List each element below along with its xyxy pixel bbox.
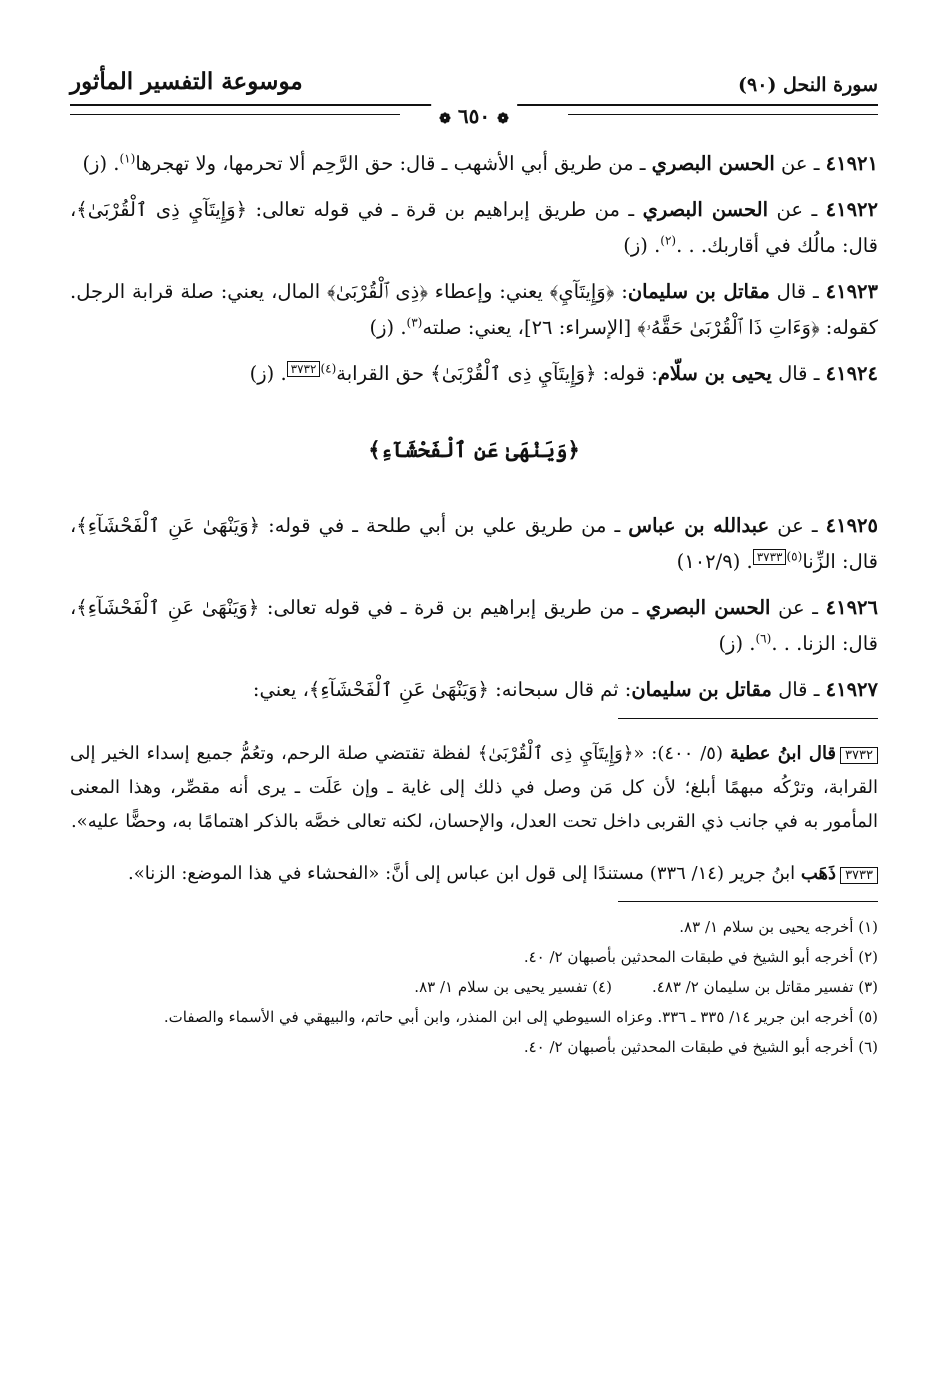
footnote-row xyxy=(70,972,878,1002)
page-number: ❁ ٦٥٠ ❁ xyxy=(431,104,517,128)
commentary-reference[interactable]: ٣٧٣٣ xyxy=(753,549,787,565)
narration-entry: ٤١٩٢٧ ـ قال مقاتل بن سليمان: ثم قال سبحانه: ﴿وَيَنْهَىٰ عَنِ ٱلْفَحْشَآءِ﴾، يعني: xyxy=(252,678,878,701)
footnote-marker[interactable]: (٥) xyxy=(786,549,803,564)
narration-entry: ٤١٩٢١ ـ عن الحسن البصري ـ من طريق أبي الأشهب ـ قال: حق الرَّحِم ألا تحرمها، ولا تهجرها$^{(١)}$. (ز) xyxy=(82,151,878,175)
footnote: (١) أخرجه يحيى بن سلام ١/ ٨٣. xyxy=(679,918,878,936)
footnote-marker[interactable]: (٤) xyxy=(320,361,337,376)
commentary-reference[interactable]: ٣٧٣٢ xyxy=(287,361,321,377)
footnote: (٤) تفسير يحيى بن سلام ١/ ٨٣. xyxy=(414,978,612,996)
divider xyxy=(70,114,400,115)
divider xyxy=(618,901,878,902)
narration-entry: ٤١٩٢٢ ـ عن الحسن البصري ـ من طريق إبراهيم بن قرة ـ في قوله تعالى: ﴿وَإِيتَآيِ ذِى ٱلْقُرْبَىٰ﴾، قال: مالُك في أقاربك. . .$^{(٢)}$. (ز) xyxy=(70,198,878,257)
footnote-marker[interactable]: (٦) xyxy=(755,631,772,646)
footnote-marker[interactable]: (٢) xyxy=(660,233,677,248)
section-heading: ﴿وَيَنْهَىٰ عَنِ ٱلْفَحْشَآءِ﴾ xyxy=(368,437,580,462)
narration-entry: ٤١٩٢٦ ـ عن الحسن البصري ـ من طريق إبراهيم بن قرة ـ في قوله تعالى: ﴿وَيَنْهَىٰ عَنِ ٱلْفَحْشَآءِ﴾، قال: الزنا. . .$^{(٦)}$. (ز) xyxy=(70,596,878,655)
footnote-marker[interactable]: (١) xyxy=(119,151,136,166)
footnote: (٦) أخرجه أبو الشيخ في طبقات المحدثين بأصبهان ٢/ ٤٠. xyxy=(523,1038,878,1056)
main-text xyxy=(70,146,878,1062)
commentary-note: ٣٧٣٢قال ابنُ عطية (٥/ ٤٠٠): «﴿وَإِيتَآيِ ذِى ٱلْقُرْبَىٰ﴾ لفظة تقتضي صلة الرحم، وتعُمُّ جميع إسداء الخير إلى القرابة، وترْكُه مبهمًا أبلغ؛ لأن كل مَن وصل في ذلك إلى غاية ـ وإن عَلَت ـ يرى أنه مقصِّر، وهذا المعنى المأمور به في جانب ذي القربى داخل تحت العدل، والإحسان، لكنه تعالى خصَّه بالذكر اهتمامًا به، وحضًّا عليه». xyxy=(70,743,878,832)
page-number-bar xyxy=(70,104,878,130)
commentary-number: ٣٧٣٢ xyxy=(840,747,878,764)
footnote: (٥) أخرجه ابن جرير ١٤/ ٣٣٥ ـ ٣٣٦. وعزاه السيوطي إلى ابن المنذر، وابن أبي حاتم، والبيهقي في الأسماء والصفات. xyxy=(163,1008,878,1026)
surah-title: سورة النحل (٩٠) xyxy=(738,74,878,96)
commentary-note: ٣٧٣٣ذَهَب ابنُ جرير (١٤/ ٣٣٦) مستندًا إلى قول ابن عباس إلى أنَّ: «الفحشاء في هذا الموضع: الزنا». xyxy=(70,857,878,891)
ornament-icon: ❁ xyxy=(439,111,451,127)
footnote: (٣) تفسير مقاتل بن سليمان ٢/ ٤٨٣. xyxy=(651,978,878,996)
page xyxy=(70,60,879,1056)
footnote: (٢) أخرجه أبو الشيخ في طبقات المحدثين بأصبهان ٢/ ٤٠. xyxy=(523,948,878,966)
footnote-marker[interactable]: (٣) xyxy=(406,315,423,330)
narration-entry: ٤١٩٢٥ ـ عن عبدالله بن عباس ـ من طريق علي بن أبي طلحة ـ في قوله: ﴿وَيَنْهَىٰ عَنِ ٱلْفَحْشَآءِ﴾، قال: الزِّنا$^{(٥)}$٣٧٣٣. (١٠٢/٩) xyxy=(70,514,879,573)
narration-entry: ٤١٩٢٣ ـ قال مقاتل بن سليمان: ﴿وَإِيتَآيِ﴾ يعني: وإعطاء ﴿ذِى ٱلْقُرْبَىٰ﴾ المال، يعني: صلة قرابة الرجل. كقوله: ﴿وَءَاتِ ذَا ٱلْقُرْبَىٰ حَقَّهُۥ﴾ [الإسراء: ٢٦]، يعني: صلته$^{(٣)}$. (ز) xyxy=(70,280,878,339)
running-header xyxy=(70,60,878,106)
ornament-icon: ❁ xyxy=(497,111,509,127)
divider xyxy=(618,718,878,719)
narration-entry: ٤١٩٢٤ ـ قال يحيى بن سلّام: قوله: ﴿وَإِيتَآيِ ذِى ٱلْقُرْبَىٰ﴾ حق القرابة$^{(٤)}$٣٧٣٢. (ز) xyxy=(249,361,878,385)
divider xyxy=(568,114,878,115)
commentary-number: ٣٧٣٣ xyxy=(840,867,878,884)
book-title: موسوعة التفسير المأثور xyxy=(70,68,303,95)
